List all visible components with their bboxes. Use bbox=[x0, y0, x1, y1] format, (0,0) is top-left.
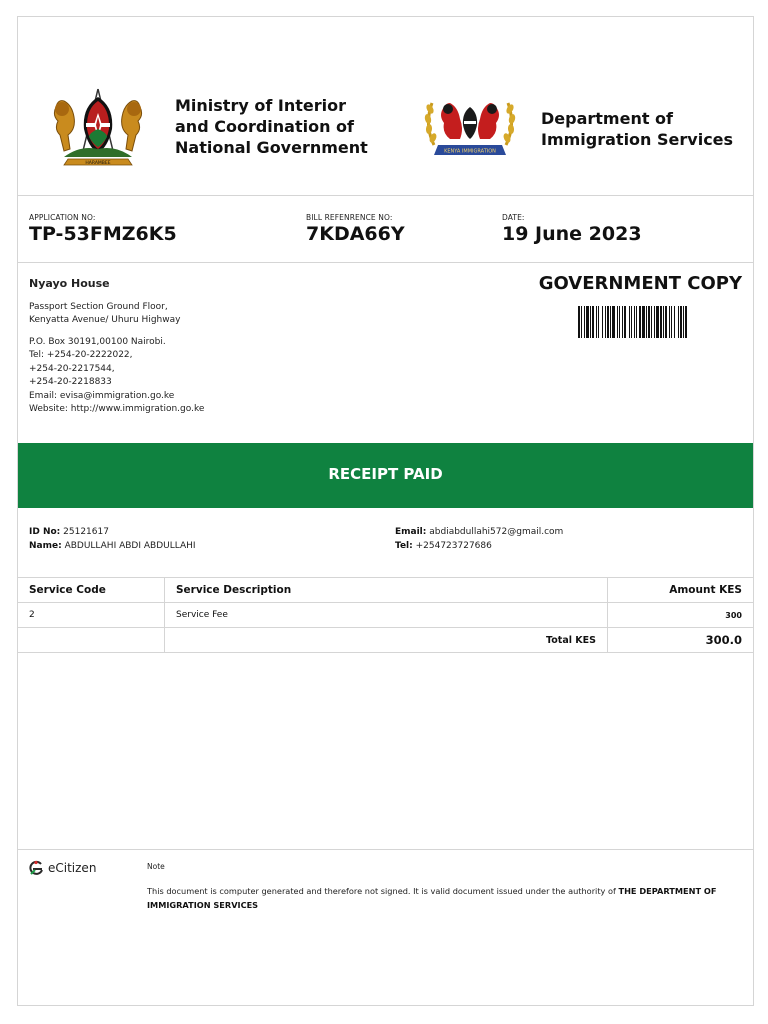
application-number-value: TP-53FMZ6K5 bbox=[29, 223, 177, 245]
applicant-contact-block bbox=[395, 525, 563, 553]
table-header-row bbox=[18, 578, 753, 603]
date-value: 19 June 2023 bbox=[502, 223, 642, 245]
ministry-title bbox=[175, 95, 368, 158]
address-line: Kenyatta Avenue/ Uhuru Highway bbox=[29, 315, 181, 325]
immigration-ribbon-text: KENYA IMMIGRATION bbox=[444, 148, 496, 155]
receipt-status-banner bbox=[18, 443, 753, 508]
amount-cell: 300 bbox=[608, 603, 754, 628]
ministry-line-1: Ministry of Interior bbox=[175, 96, 346, 115]
column-header-service-description: Service Description bbox=[165, 578, 608, 603]
receipt-document bbox=[17, 16, 754, 1006]
column-header-amount: Amount KES bbox=[608, 578, 754, 603]
bill-reference-value: 7KDA66Y bbox=[306, 223, 405, 245]
receipt-header bbox=[18, 17, 753, 196]
ecitizen-logo bbox=[29, 860, 96, 876]
email-label: Email: bbox=[395, 527, 427, 537]
ministry-line-2: and Coordination of bbox=[175, 117, 354, 136]
bill-reference-block bbox=[306, 213, 405, 245]
date-block bbox=[502, 213, 642, 245]
service-description-cell: Service Fee bbox=[165, 603, 608, 628]
ministry-line-3: National Government bbox=[175, 138, 368, 157]
service-code-cell: 2 bbox=[18, 603, 165, 628]
application-number-block bbox=[29, 213, 177, 245]
name-value: ABDULLAHI ABDI ABDULLAHI bbox=[64, 541, 196, 551]
address-line: Tel: +254-20-2222022, bbox=[29, 350, 133, 360]
department-line-2: Immigration Services bbox=[541, 130, 734, 149]
total-label: Total KES bbox=[165, 628, 608, 653]
department-line-1: Department of bbox=[541, 109, 674, 128]
total-value: 300.0 bbox=[608, 628, 754, 653]
id-label: ID No: bbox=[29, 527, 61, 537]
note-authority: THE DEPARTMENT OF IMMIGRATION SERVICES bbox=[147, 886, 717, 910]
ecitizen-brand-text: eCitizen bbox=[48, 861, 97, 875]
table-row bbox=[18, 603, 753, 628]
column-header-service-code: Service Code bbox=[18, 578, 165, 603]
receipt-status-text: RECEIPT PAID bbox=[328, 465, 443, 483]
ecitizen-icon bbox=[29, 860, 45, 876]
barcode-icon bbox=[578, 306, 736, 338]
service-table bbox=[18, 577, 753, 653]
tel-value: +254723727686 bbox=[415, 541, 492, 551]
address-line: Passport Section Ground Floor, bbox=[29, 301, 168, 312]
total-row bbox=[18, 628, 753, 653]
receipt-footer bbox=[18, 849, 753, 1006]
tel-label: Tel: bbox=[395, 541, 413, 551]
note-text bbox=[147, 884, 742, 912]
coat-of-arms-logo bbox=[50, 85, 146, 169]
address-line: +254-20-2218833 bbox=[29, 377, 112, 387]
note-label: Note bbox=[147, 862, 165, 871]
email-value: abdiabdullahi572@gmail.com bbox=[429, 527, 564, 537]
reference-bar bbox=[18, 196, 753, 263]
bill-reference-label: BILL REFENRENCE NO: bbox=[306, 213, 393, 222]
id-value: 25121617 bbox=[63, 527, 109, 537]
office-name: Nyayo House bbox=[29, 277, 110, 290]
date-label: DATE: bbox=[502, 213, 525, 222]
office-address bbox=[29, 277, 204, 417]
address-email: Email: evisa@immigration.go.ke bbox=[29, 390, 175, 401]
applicant-id-block bbox=[29, 525, 196, 553]
address-line: P.O. Box 30191,00100 Nairobi. bbox=[29, 336, 166, 347]
note-body: This document is computer generated and therefore not signed. It is valid document issued under the authority of bbox=[147, 886, 619, 896]
address-line: +254-20-2217544, bbox=[29, 363, 115, 374]
department-title bbox=[541, 108, 733, 150]
immigration-logo bbox=[420, 85, 520, 169]
copy-type-label: GOVERNMENT COPY bbox=[538, 273, 742, 294]
address-website: Website: http://www.immigration.go.ke bbox=[29, 404, 205, 414]
name-label: Name: bbox=[29, 541, 62, 551]
coat-motto-text: HARAMBEE bbox=[85, 161, 111, 166]
application-number-label: APPLICATION NO: bbox=[29, 213, 96, 222]
